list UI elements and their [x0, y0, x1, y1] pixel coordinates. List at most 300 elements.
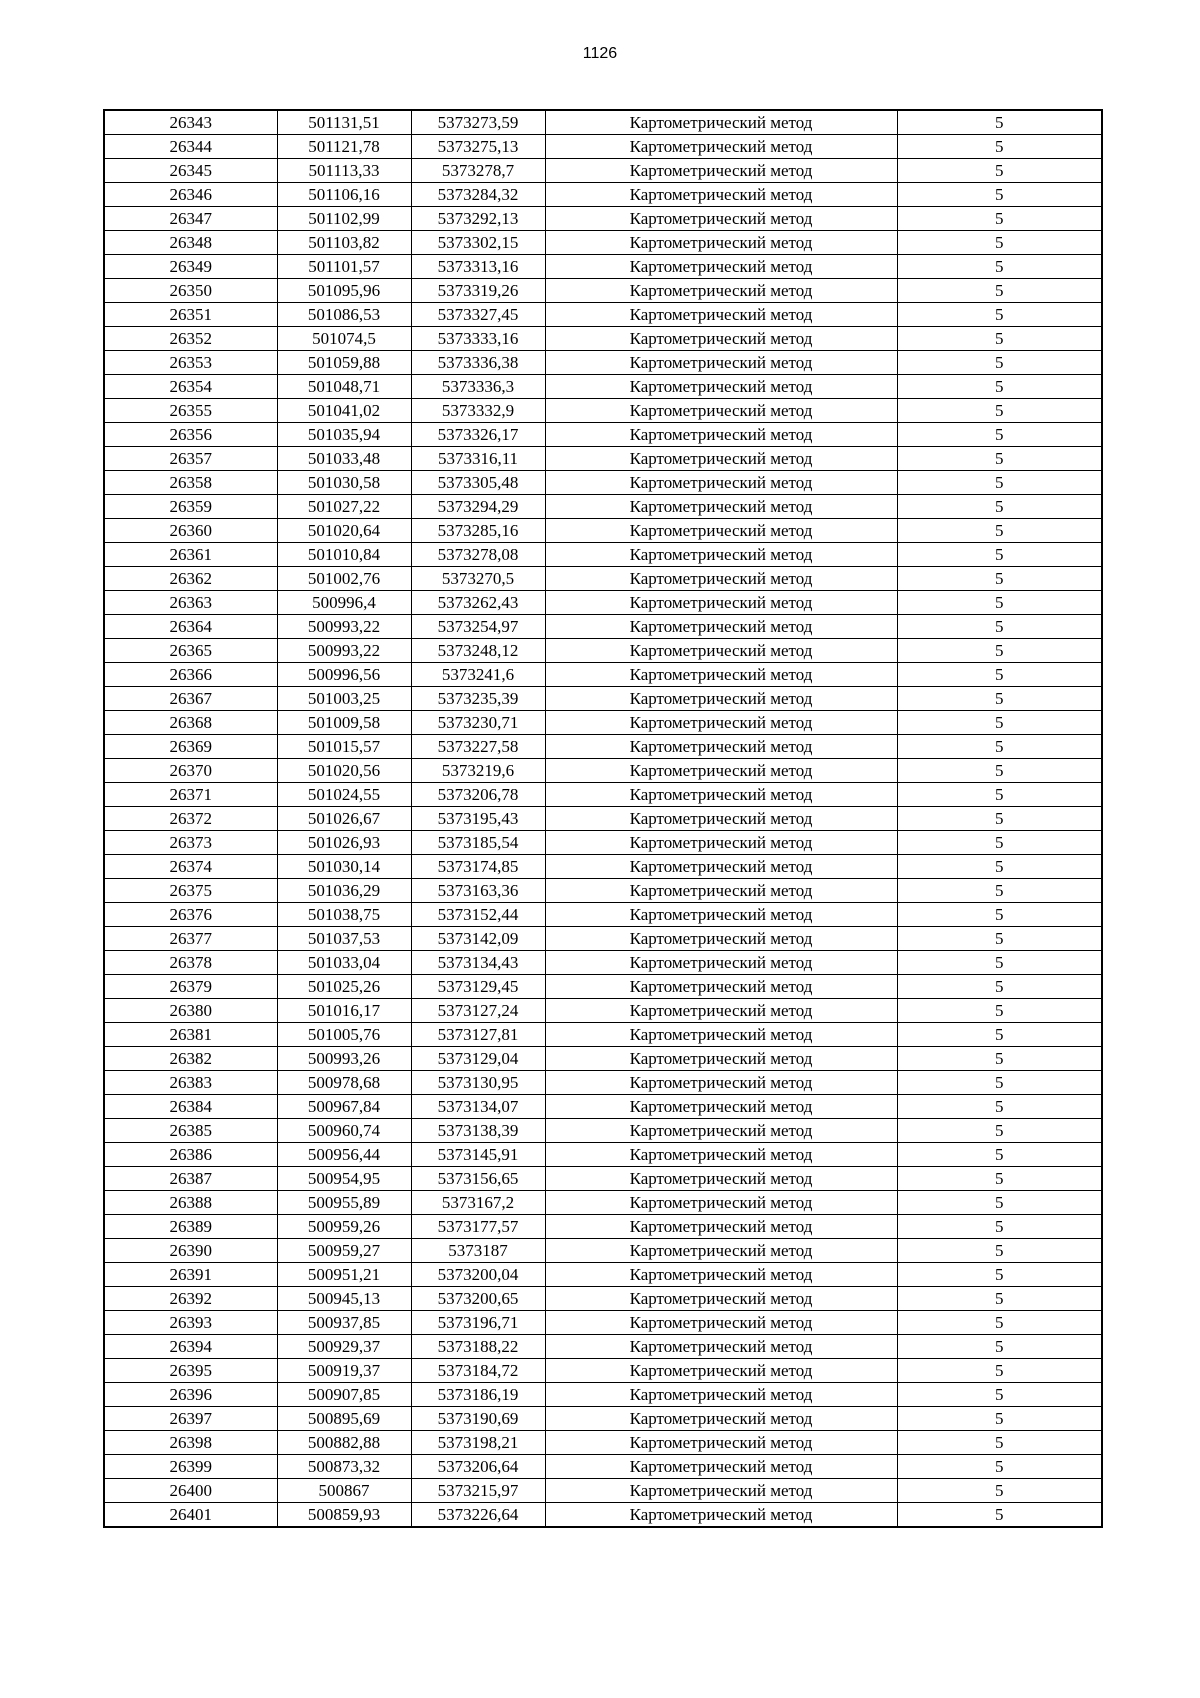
y-coordinate-cell: 5373254,97 — [411, 615, 545, 639]
accuracy-cell: 5 — [897, 855, 1102, 879]
table-row — [104, 375, 1102, 399]
x-coordinate-cell: 501038,75 — [277, 903, 411, 927]
table-row — [104, 327, 1102, 351]
method-cell: Картометрический метод — [545, 1407, 897, 1431]
point-number-cell: 26374 — [104, 855, 277, 879]
y-coordinate-cell: 5373285,16 — [411, 519, 545, 543]
y-coordinate-cell: 5373156,65 — [411, 1167, 545, 1191]
accuracy-cell: 5 — [897, 423, 1102, 447]
method-cell: Картометрический метод — [545, 687, 897, 711]
accuracy-cell: 5 — [897, 663, 1102, 687]
x-coordinate-cell: 501010,84 — [277, 543, 411, 567]
point-number-cell: 26371 — [104, 783, 277, 807]
point-number-cell: 26347 — [104, 207, 277, 231]
accuracy-cell: 5 — [897, 1287, 1102, 1311]
table-row — [104, 135, 1102, 159]
accuracy-cell: 5 — [897, 1431, 1102, 1455]
method-cell: Картометрический метод — [545, 1479, 897, 1503]
x-coordinate-cell: 501030,14 — [277, 855, 411, 879]
method-cell: Картометрический метод — [545, 1359, 897, 1383]
y-coordinate-cell: 5373305,48 — [411, 471, 545, 495]
accuracy-cell: 5 — [897, 1023, 1102, 1047]
method-cell: Картометрический метод — [545, 303, 897, 327]
accuracy-cell: 5 — [897, 1167, 1102, 1191]
y-coordinate-cell: 5373134,07 — [411, 1095, 545, 1119]
table-row — [104, 159, 1102, 183]
method-cell: Картометрический метод — [545, 1023, 897, 1047]
x-coordinate-cell: 501102,99 — [277, 207, 411, 231]
accuracy-cell: 5 — [897, 831, 1102, 855]
y-coordinate-cell: 5373327,45 — [411, 303, 545, 327]
point-number-cell: 26352 — [104, 327, 277, 351]
method-cell: Картометрический метод — [545, 567, 897, 591]
table-row — [104, 255, 1102, 279]
table-row — [104, 1503, 1102, 1528]
table-row — [104, 999, 1102, 1023]
accuracy-cell: 5 — [897, 591, 1102, 615]
y-coordinate-cell: 5373129,04 — [411, 1047, 545, 1071]
accuracy-cell: 5 — [897, 999, 1102, 1023]
point-number-cell: 26345 — [104, 159, 277, 183]
table-row — [104, 975, 1102, 999]
table-row — [104, 1479, 1102, 1503]
table-row — [104, 663, 1102, 687]
y-coordinate-cell: 5373278,7 — [411, 159, 545, 183]
accuracy-cell: 5 — [897, 519, 1102, 543]
method-cell: Картометрический метод — [545, 663, 897, 687]
point-number-cell: 26394 — [104, 1335, 277, 1359]
y-coordinate-cell: 5373134,43 — [411, 951, 545, 975]
point-number-cell: 26399 — [104, 1455, 277, 1479]
accuracy-cell: 5 — [897, 471, 1102, 495]
x-coordinate-cell: 500996,4 — [277, 591, 411, 615]
accuracy-cell: 5 — [897, 1335, 1102, 1359]
table-row — [104, 231, 1102, 255]
x-coordinate-cell: 501121,78 — [277, 135, 411, 159]
point-number-cell: 26372 — [104, 807, 277, 831]
y-coordinate-cell: 5373174,85 — [411, 855, 545, 879]
method-cell: Картометрический метод — [545, 1119, 897, 1143]
method-cell: Картометрический метод — [545, 471, 897, 495]
x-coordinate-cell: 501030,58 — [277, 471, 411, 495]
point-number-cell: 26386 — [104, 1143, 277, 1167]
method-cell: Картометрический метод — [545, 495, 897, 519]
table-row — [104, 1023, 1102, 1047]
accuracy-cell: 5 — [897, 567, 1102, 591]
y-coordinate-cell: 5373227,58 — [411, 735, 545, 759]
y-coordinate-cell: 5373235,39 — [411, 687, 545, 711]
y-coordinate-cell: 5373273,59 — [411, 110, 545, 135]
point-number-cell: 26365 — [104, 639, 277, 663]
accuracy-cell: 5 — [897, 135, 1102, 159]
point-number-cell: 26384 — [104, 1095, 277, 1119]
accuracy-cell: 5 — [897, 159, 1102, 183]
accuracy-cell: 5 — [897, 1095, 1102, 1119]
y-coordinate-cell: 5373292,13 — [411, 207, 545, 231]
method-cell: Картометрический метод — [545, 999, 897, 1023]
accuracy-cell: 5 — [897, 183, 1102, 207]
point-number-cell: 26378 — [104, 951, 277, 975]
x-coordinate-cell: 500859,93 — [277, 1503, 411, 1528]
table-row — [104, 471, 1102, 495]
point-number-cell: 26368 — [104, 711, 277, 735]
y-coordinate-cell: 5373200,65 — [411, 1287, 545, 1311]
method-cell: Картометрический метод — [545, 639, 897, 663]
x-coordinate-cell: 501101,57 — [277, 255, 411, 279]
method-cell: Картометрический метод — [545, 711, 897, 735]
y-coordinate-cell: 5373138,39 — [411, 1119, 545, 1143]
method-cell: Картометрический метод — [545, 399, 897, 423]
table-row — [104, 1455, 1102, 1479]
y-coordinate-cell: 5373302,15 — [411, 231, 545, 255]
table-row — [104, 279, 1102, 303]
x-coordinate-cell: 501020,64 — [277, 519, 411, 543]
y-coordinate-cell: 5373313,16 — [411, 255, 545, 279]
table-row — [104, 1119, 1102, 1143]
x-coordinate-cell: 500895,69 — [277, 1407, 411, 1431]
y-coordinate-cell: 5373130,95 — [411, 1071, 545, 1095]
accuracy-cell: 5 — [897, 447, 1102, 471]
point-number-cell: 26367 — [104, 687, 277, 711]
table-row — [104, 519, 1102, 543]
point-number-cell: 26391 — [104, 1263, 277, 1287]
method-cell: Картометрический метод — [545, 279, 897, 303]
point-number-cell: 26376 — [104, 903, 277, 927]
y-coordinate-cell: 5373275,13 — [411, 135, 545, 159]
x-coordinate-cell: 500955,89 — [277, 1191, 411, 1215]
table-row — [104, 711, 1102, 735]
method-cell: Картометрический метод — [545, 1383, 897, 1407]
y-coordinate-cell: 5373319,26 — [411, 279, 545, 303]
table-row — [104, 1143, 1102, 1167]
table-row — [104, 1191, 1102, 1215]
method-cell: Картометрический метод — [545, 1167, 897, 1191]
accuracy-cell: 5 — [897, 1215, 1102, 1239]
table-row — [104, 1287, 1102, 1311]
x-coordinate-cell: 501009,58 — [277, 711, 411, 735]
table-row — [104, 207, 1102, 231]
method-cell: Картометрический метод — [545, 110, 897, 135]
method-cell: Картометрический метод — [545, 807, 897, 831]
x-coordinate-cell: 500954,95 — [277, 1167, 411, 1191]
x-coordinate-cell: 500960,74 — [277, 1119, 411, 1143]
x-coordinate-cell: 501020,56 — [277, 759, 411, 783]
y-coordinate-cell: 5373152,44 — [411, 903, 545, 927]
accuracy-cell: 5 — [897, 783, 1102, 807]
y-coordinate-cell: 5373190,69 — [411, 1407, 545, 1431]
accuracy-cell: 5 — [897, 1359, 1102, 1383]
x-coordinate-cell: 500956,44 — [277, 1143, 411, 1167]
method-cell: Картометрический метод — [545, 1431, 897, 1455]
y-coordinate-cell: 5373262,43 — [411, 591, 545, 615]
x-coordinate-cell: 500919,37 — [277, 1359, 411, 1383]
table-row — [104, 855, 1102, 879]
accuracy-cell: 5 — [897, 399, 1102, 423]
method-cell: Картометрический метод — [545, 1143, 897, 1167]
y-coordinate-cell: 5373167,2 — [411, 1191, 545, 1215]
accuracy-cell: 5 — [897, 1239, 1102, 1263]
x-coordinate-cell: 501086,53 — [277, 303, 411, 327]
accuracy-cell: 5 — [897, 975, 1102, 999]
table-row — [104, 1311, 1102, 1335]
x-coordinate-cell: 501059,88 — [277, 351, 411, 375]
x-coordinate-cell: 501074,5 — [277, 327, 411, 351]
point-number-cell: 26346 — [104, 183, 277, 207]
point-number-cell: 26358 — [104, 471, 277, 495]
point-number-cell: 26385 — [104, 1119, 277, 1143]
x-coordinate-cell: 500882,88 — [277, 1431, 411, 1455]
method-cell: Картометрический метод — [545, 519, 897, 543]
y-coordinate-cell: 5373332,9 — [411, 399, 545, 423]
y-coordinate-cell: 5373316,11 — [411, 447, 545, 471]
table-row — [104, 1239, 1102, 1263]
point-number-cell: 26354 — [104, 375, 277, 399]
accuracy-cell: 5 — [897, 735, 1102, 759]
accuracy-cell: 5 — [897, 110, 1102, 135]
x-coordinate-cell: 500907,85 — [277, 1383, 411, 1407]
x-coordinate-cell: 501026,93 — [277, 831, 411, 855]
point-number-cell: 26364 — [104, 615, 277, 639]
accuracy-cell: 5 — [897, 711, 1102, 735]
method-cell: Картометрический метод — [545, 1455, 897, 1479]
x-coordinate-cell: 500951,21 — [277, 1263, 411, 1287]
point-number-cell: 26361 — [104, 543, 277, 567]
x-coordinate-cell: 501025,26 — [277, 975, 411, 999]
x-coordinate-cell: 500873,32 — [277, 1455, 411, 1479]
y-coordinate-cell: 5373198,21 — [411, 1431, 545, 1455]
table-row — [104, 447, 1102, 471]
table-row — [104, 639, 1102, 663]
method-cell: Картометрический метод — [545, 759, 897, 783]
accuracy-cell: 5 — [897, 1143, 1102, 1167]
table-row — [104, 759, 1102, 783]
x-coordinate-cell: 501016,17 — [277, 999, 411, 1023]
point-number-cell: 26387 — [104, 1167, 277, 1191]
y-coordinate-cell: 5373127,81 — [411, 1023, 545, 1047]
point-number-cell: 26357 — [104, 447, 277, 471]
x-coordinate-cell: 501113,33 — [277, 159, 411, 183]
point-number-cell: 26350 — [104, 279, 277, 303]
table-row — [104, 1215, 1102, 1239]
table-row — [104, 1335, 1102, 1359]
accuracy-cell: 5 — [897, 1119, 1102, 1143]
point-number-cell: 26356 — [104, 423, 277, 447]
y-coordinate-cell: 5373278,08 — [411, 543, 545, 567]
y-coordinate-cell: 5373184,72 — [411, 1359, 545, 1383]
method-cell: Картометрический метод — [545, 447, 897, 471]
point-number-cell: 26392 — [104, 1287, 277, 1311]
x-coordinate-cell: 501103,82 — [277, 231, 411, 255]
accuracy-cell: 5 — [897, 807, 1102, 831]
x-coordinate-cell: 501131,51 — [277, 110, 411, 135]
y-coordinate-cell: 5373195,43 — [411, 807, 545, 831]
method-cell: Картометрический метод — [545, 351, 897, 375]
method-cell: Картометрический метод — [545, 1503, 897, 1528]
accuracy-cell: 5 — [897, 351, 1102, 375]
accuracy-cell: 5 — [897, 759, 1102, 783]
accuracy-cell: 5 — [897, 495, 1102, 519]
method-cell: Картометрический метод — [545, 1263, 897, 1287]
method-cell: Картометрический метод — [545, 879, 897, 903]
x-coordinate-cell: 501035,94 — [277, 423, 411, 447]
method-cell: Картометрический метод — [545, 1311, 897, 1335]
table-row — [104, 687, 1102, 711]
y-coordinate-cell: 5373185,54 — [411, 831, 545, 855]
point-number-cell: 26343 — [104, 110, 277, 135]
method-cell: Картометрический метод — [545, 159, 897, 183]
method-cell: Картометрический метод — [545, 783, 897, 807]
table-row — [104, 183, 1102, 207]
accuracy-cell: 5 — [897, 1407, 1102, 1431]
method-cell: Картометрический метод — [545, 1095, 897, 1119]
x-coordinate-cell: 500867 — [277, 1479, 411, 1503]
x-coordinate-cell: 500993,26 — [277, 1047, 411, 1071]
point-number-cell: 26393 — [104, 1311, 277, 1335]
y-coordinate-cell: 5373142,09 — [411, 927, 545, 951]
point-number-cell: 26348 — [104, 231, 277, 255]
x-coordinate-cell: 501003,25 — [277, 687, 411, 711]
method-cell: Картометрический метод — [545, 735, 897, 759]
y-coordinate-cell: 5373206,64 — [411, 1455, 545, 1479]
table-row — [104, 1383, 1102, 1407]
point-number-cell: 26373 — [104, 831, 277, 855]
table-row — [104, 1431, 1102, 1455]
y-coordinate-cell: 5373284,32 — [411, 183, 545, 207]
table-row — [104, 351, 1102, 375]
method-cell: Картометрический метод — [545, 1191, 897, 1215]
point-number-cell: 26383 — [104, 1071, 277, 1095]
x-coordinate-cell: 501048,71 — [277, 375, 411, 399]
x-coordinate-cell: 500993,22 — [277, 639, 411, 663]
point-number-cell: 26388 — [104, 1191, 277, 1215]
x-coordinate-cell: 501106,16 — [277, 183, 411, 207]
table-row — [104, 903, 1102, 927]
method-cell: Картометрический метод — [545, 231, 897, 255]
accuracy-cell: 5 — [897, 327, 1102, 351]
x-coordinate-cell: 501005,76 — [277, 1023, 411, 1047]
method-cell: Картометрический метод — [545, 591, 897, 615]
table-row — [104, 1359, 1102, 1383]
table-row — [104, 567, 1102, 591]
x-coordinate-cell: 501002,76 — [277, 567, 411, 591]
point-number-cell: 26400 — [104, 1479, 277, 1503]
y-coordinate-cell: 5373248,12 — [411, 639, 545, 663]
method-cell: Картометрический метод — [545, 135, 897, 159]
x-coordinate-cell: 501033,04 — [277, 951, 411, 975]
y-coordinate-cell: 5373188,22 — [411, 1335, 545, 1359]
coordinates-table-body — [104, 110, 1102, 1527]
y-coordinate-cell: 5373163,36 — [411, 879, 545, 903]
x-coordinate-cell: 501015,57 — [277, 735, 411, 759]
point-number-cell: 26360 — [104, 519, 277, 543]
method-cell: Картометрический метод — [545, 1047, 897, 1071]
accuracy-cell: 5 — [897, 903, 1102, 927]
point-number-cell: 26362 — [104, 567, 277, 591]
y-coordinate-cell: 5373177,57 — [411, 1215, 545, 1239]
table-row — [104, 1167, 1102, 1191]
accuracy-cell: 5 — [897, 279, 1102, 303]
point-number-cell: 26381 — [104, 1023, 277, 1047]
method-cell: Картометрический метод — [545, 1239, 897, 1263]
x-coordinate-cell: 500996,56 — [277, 663, 411, 687]
method-cell: Картометрический метод — [545, 255, 897, 279]
table-row — [104, 1095, 1102, 1119]
method-cell: Картометрический метод — [545, 1287, 897, 1311]
y-coordinate-cell: 5373129,45 — [411, 975, 545, 999]
method-cell: Картометрический метод — [545, 1071, 897, 1095]
point-number-cell: 26390 — [104, 1239, 277, 1263]
point-number-cell: 26397 — [104, 1407, 277, 1431]
method-cell: Картометрический метод — [545, 1215, 897, 1239]
point-number-cell: 26363 — [104, 591, 277, 615]
x-coordinate-cell: 501037,53 — [277, 927, 411, 951]
table-row — [104, 735, 1102, 759]
table-row — [104, 831, 1102, 855]
method-cell: Картометрический метод — [545, 855, 897, 879]
table-row — [104, 591, 1102, 615]
y-coordinate-cell: 5373230,71 — [411, 711, 545, 735]
x-coordinate-cell: 501024,55 — [277, 783, 411, 807]
x-coordinate-cell: 501041,02 — [277, 399, 411, 423]
y-coordinate-cell: 5373187 — [411, 1239, 545, 1263]
table-row — [104, 807, 1102, 831]
accuracy-cell: 5 — [897, 927, 1102, 951]
y-coordinate-cell: 5373336,3 — [411, 375, 545, 399]
point-number-cell: 26379 — [104, 975, 277, 999]
x-coordinate-cell: 501036,29 — [277, 879, 411, 903]
table-row — [104, 951, 1102, 975]
method-cell: Картометрический метод — [545, 1335, 897, 1359]
accuracy-cell: 5 — [897, 1191, 1102, 1215]
table-row — [104, 423, 1102, 447]
accuracy-cell: 5 — [897, 1455, 1102, 1479]
point-number-cell: 26396 — [104, 1383, 277, 1407]
accuracy-cell: 5 — [897, 687, 1102, 711]
accuracy-cell: 5 — [897, 231, 1102, 255]
table-row — [104, 1263, 1102, 1287]
table-row — [104, 543, 1102, 567]
accuracy-cell: 5 — [897, 1311, 1102, 1335]
table-row — [104, 1407, 1102, 1431]
y-coordinate-cell: 5373196,71 — [411, 1311, 545, 1335]
method-cell: Картометрический метод — [545, 615, 897, 639]
point-number-cell: 26353 — [104, 351, 277, 375]
accuracy-cell: 5 — [897, 1479, 1102, 1503]
method-cell: Картометрический метод — [545, 927, 897, 951]
x-coordinate-cell: 501027,22 — [277, 495, 411, 519]
table-row — [104, 879, 1102, 903]
point-number-cell: 26349 — [104, 255, 277, 279]
y-coordinate-cell: 5373145,91 — [411, 1143, 545, 1167]
y-coordinate-cell: 5373206,78 — [411, 783, 545, 807]
x-coordinate-cell: 500978,68 — [277, 1071, 411, 1095]
method-cell: Картометрический метод — [545, 423, 897, 447]
y-coordinate-cell: 5373326,17 — [411, 423, 545, 447]
method-cell: Картометрический метод — [545, 903, 897, 927]
table-row — [104, 927, 1102, 951]
y-coordinate-cell: 5373270,5 — [411, 567, 545, 591]
y-coordinate-cell: 5373200,04 — [411, 1263, 545, 1287]
x-coordinate-cell: 500967,84 — [277, 1095, 411, 1119]
point-number-cell: 26395 — [104, 1359, 277, 1383]
point-number-cell: 26366 — [104, 663, 277, 687]
point-number-cell: 26382 — [104, 1047, 277, 1071]
y-coordinate-cell: 5373186,19 — [411, 1383, 545, 1407]
point-number-cell: 26389 — [104, 1215, 277, 1239]
point-number-cell: 26398 — [104, 1431, 277, 1455]
table-row — [104, 303, 1102, 327]
point-number-cell: 26380 — [104, 999, 277, 1023]
